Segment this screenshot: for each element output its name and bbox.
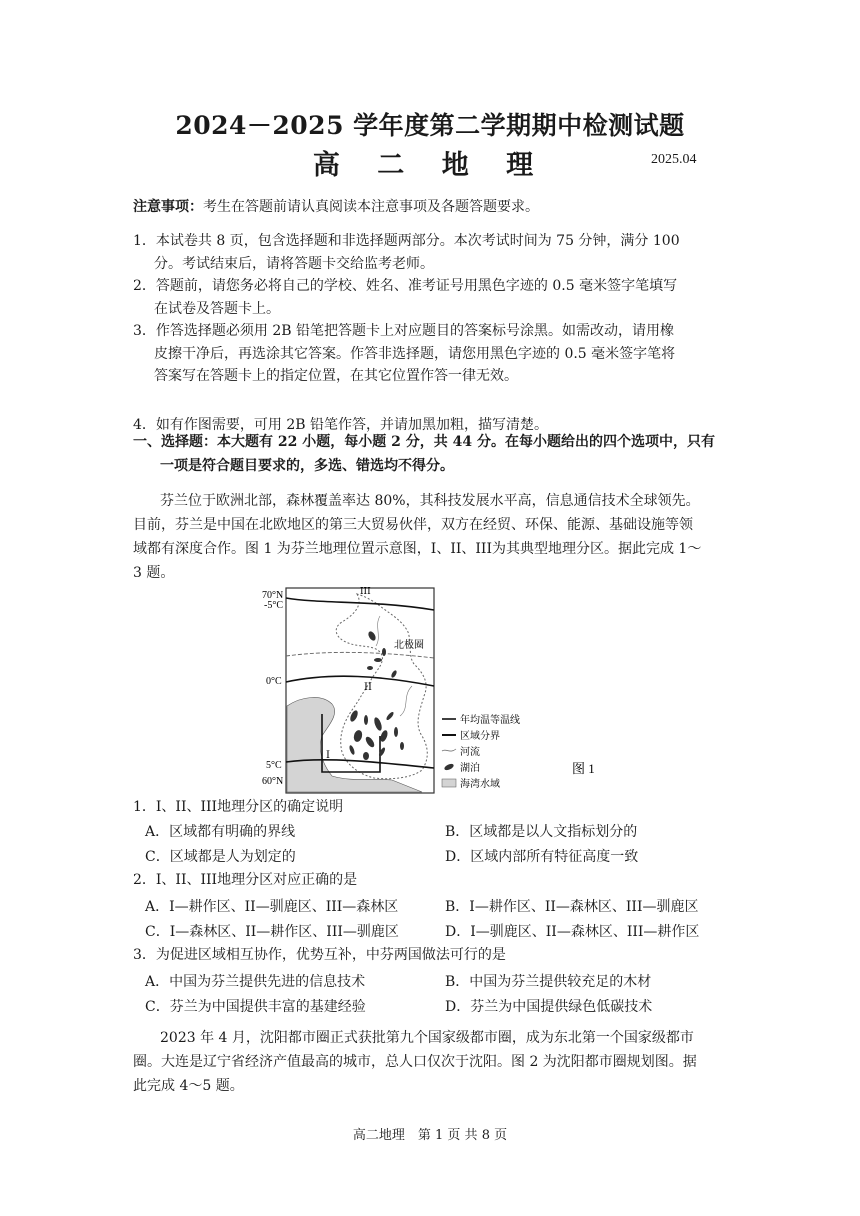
question-2-option-d: D．I—驯鹿区、II—森林区、III—耕作区 bbox=[445, 924, 700, 940]
exam-date: 2025.04 bbox=[651, 152, 697, 167]
section-heading: 一、选择题：本大题有 22 小题，每小题 2 分，共 44 分。在每小题给出的四个选项中，只有 bbox=[133, 434, 715, 450]
passage1-line: 域都有深度合作。图 1 为芬兰地理位置示意图，I、II、III为其典型地理分区。据此完成 1～ bbox=[133, 541, 702, 557]
label-region-III: III bbox=[360, 587, 371, 597]
passage1-line: 3 题。 bbox=[133, 565, 175, 581]
notice-item-3-cont2: 答案写在答题卡上的指定位置，在其它位置作答一律无效。 bbox=[154, 368, 518, 384]
label-5c: 5°C bbox=[266, 760, 282, 771]
page-footer: 高二地理 第 1 页 共 8 页 bbox=[352, 1128, 508, 1143]
question-1-option-b: B．区域都是以人文指标划分的 bbox=[445, 824, 638, 840]
question-2-option-b: B．I—耕作区、II—森林区、III—驯鹿区 bbox=[445, 899, 699, 915]
notice-item-1-cont: 分。考试结束后，请将答题卡交给监考老师。 bbox=[154, 256, 434, 272]
passage2-line: 圈。大连是辽宁省经济产值最高的城市，总人口仅次于沈阳。图 2 为沈阳都市圈规划图。据 bbox=[133, 1054, 697, 1070]
question-1-option-a: A．区域都有明确的界线 bbox=[145, 824, 296, 840]
question-1-option-c: C．区域都是人为划定的 bbox=[145, 849, 296, 865]
label-minus5c: -5°C bbox=[264, 600, 283, 611]
figure-caption: 图 1 bbox=[572, 761, 595, 776]
label-region-II: II bbox=[364, 682, 372, 693]
legend-lake: 湖泊 bbox=[460, 763, 480, 774]
question-3-option-d: D．芬兰为中国提供绿色低碳技术 bbox=[445, 999, 653, 1015]
section-heading-cont: 一项是符合题目要求的，多选、错选均不得分。 bbox=[160, 458, 454, 474]
label-arctic-circle: 北极圈 bbox=[394, 640, 424, 651]
legend-water-symbol bbox=[442, 779, 456, 787]
subject-title: 高 二 地 理 bbox=[312, 150, 548, 181]
legend-isotherm: 年均温等温线 bbox=[460, 715, 520, 726]
question-3-stem: 3．为促进区域相互协作，优势互补，中芬两国做法可行的是 bbox=[133, 947, 506, 963]
question-1-stem: 1．I、II、III地理分区的确定说明 bbox=[133, 799, 344, 815]
passage2-line: 2023 年 4 月，沈阳都市圈正式获批第九个国家级都市圈，成为东北第一个国家级都市 bbox=[160, 1030, 694, 1046]
question-2-option-c: C．I—森林区、II—耕作区、III—驯鹿区 bbox=[145, 924, 399, 940]
notice-label: 注意事项： bbox=[133, 199, 203, 215]
passage1-line: 目前，芬兰是中国在北欧地区的第三大贸易伙伴，双方在经贸、环保、能源、基础设施等领 bbox=[133, 517, 693, 533]
notice-item-4: 4．如有作图需要，可用 2B 铅笔作答，并请加黑加粗，描写清楚。 bbox=[133, 417, 549, 433]
label-70n: 70°N bbox=[262, 590, 284, 601]
exam-title: 2024－2025 学年度第二学期期中检测试题 bbox=[175, 111, 685, 140]
legend-river: 河流 bbox=[460, 747, 480, 758]
question-2-stem: 2．I、II、III地理分区对应正确的是 bbox=[133, 872, 358, 888]
question-3-option-c: C．芬兰为中国提供丰富的基建经验 bbox=[145, 999, 366, 1015]
notice-text: 考生在答题前请认真阅读本注意事项及各题答题要求。 bbox=[203, 199, 539, 215]
question-1-option-d: D．区域内部所有特征高度一致 bbox=[445, 849, 639, 865]
question-3-option-a: A．中国为芬兰提供先进的信息技术 bbox=[145, 974, 366, 990]
legend-boundary: 区域分界 bbox=[460, 731, 500, 742]
notice-item-2-cont: 在试卷及答题卡上。 bbox=[154, 301, 280, 317]
label-60n: 60°N bbox=[262, 776, 284, 787]
label-region-I: I bbox=[326, 750, 330, 761]
legend-lake-symbol bbox=[443, 763, 454, 772]
question-3-option-b: B．中国为芬兰提供较充足的木材 bbox=[445, 974, 652, 990]
question-2-option-a: A．I—耕作区、II—驯鹿区、III—森林区 bbox=[145, 899, 399, 915]
passage1-line: 芬兰位于欧洲北部，森林覆盖率达 80%，其科技发展水平高，信息通信技术全球领先。 bbox=[160, 493, 700, 509]
finland-map-figure bbox=[262, 586, 682, 798]
legend-river-symbol bbox=[442, 749, 456, 751]
notice-item-2: 2．答题前，请您务必将自己的学校、姓名、准考证号用黑色字迹的 0.5 毫米签字笔填写 bbox=[133, 278, 678, 294]
label-0c: 0°C bbox=[266, 676, 282, 687]
map-legend bbox=[442, 713, 520, 790]
passage2-line: 此完成 4～5 题。 bbox=[133, 1078, 244, 1094]
legend-water: 海湾水域 bbox=[460, 779, 500, 790]
notice-item-1: 1．本试卷共 8 页，包含选择题和非选择题两部分。本次考试时间为 75 分钟，满分 100 bbox=[133, 233, 680, 249]
notice-item-3-cont: 皮擦干净后，再选涂其它答案。作答非选择题，请您用黑色字迹的 0.5 毫米签字笔将 bbox=[154, 346, 676, 362]
notice-line bbox=[133, 196, 539, 218]
notice-item-3: 3．作答选择题必须用 2B 铅笔把答题卡上对应题目的答案标号涂黑。如需改动，请用橡 bbox=[133, 323, 675, 339]
